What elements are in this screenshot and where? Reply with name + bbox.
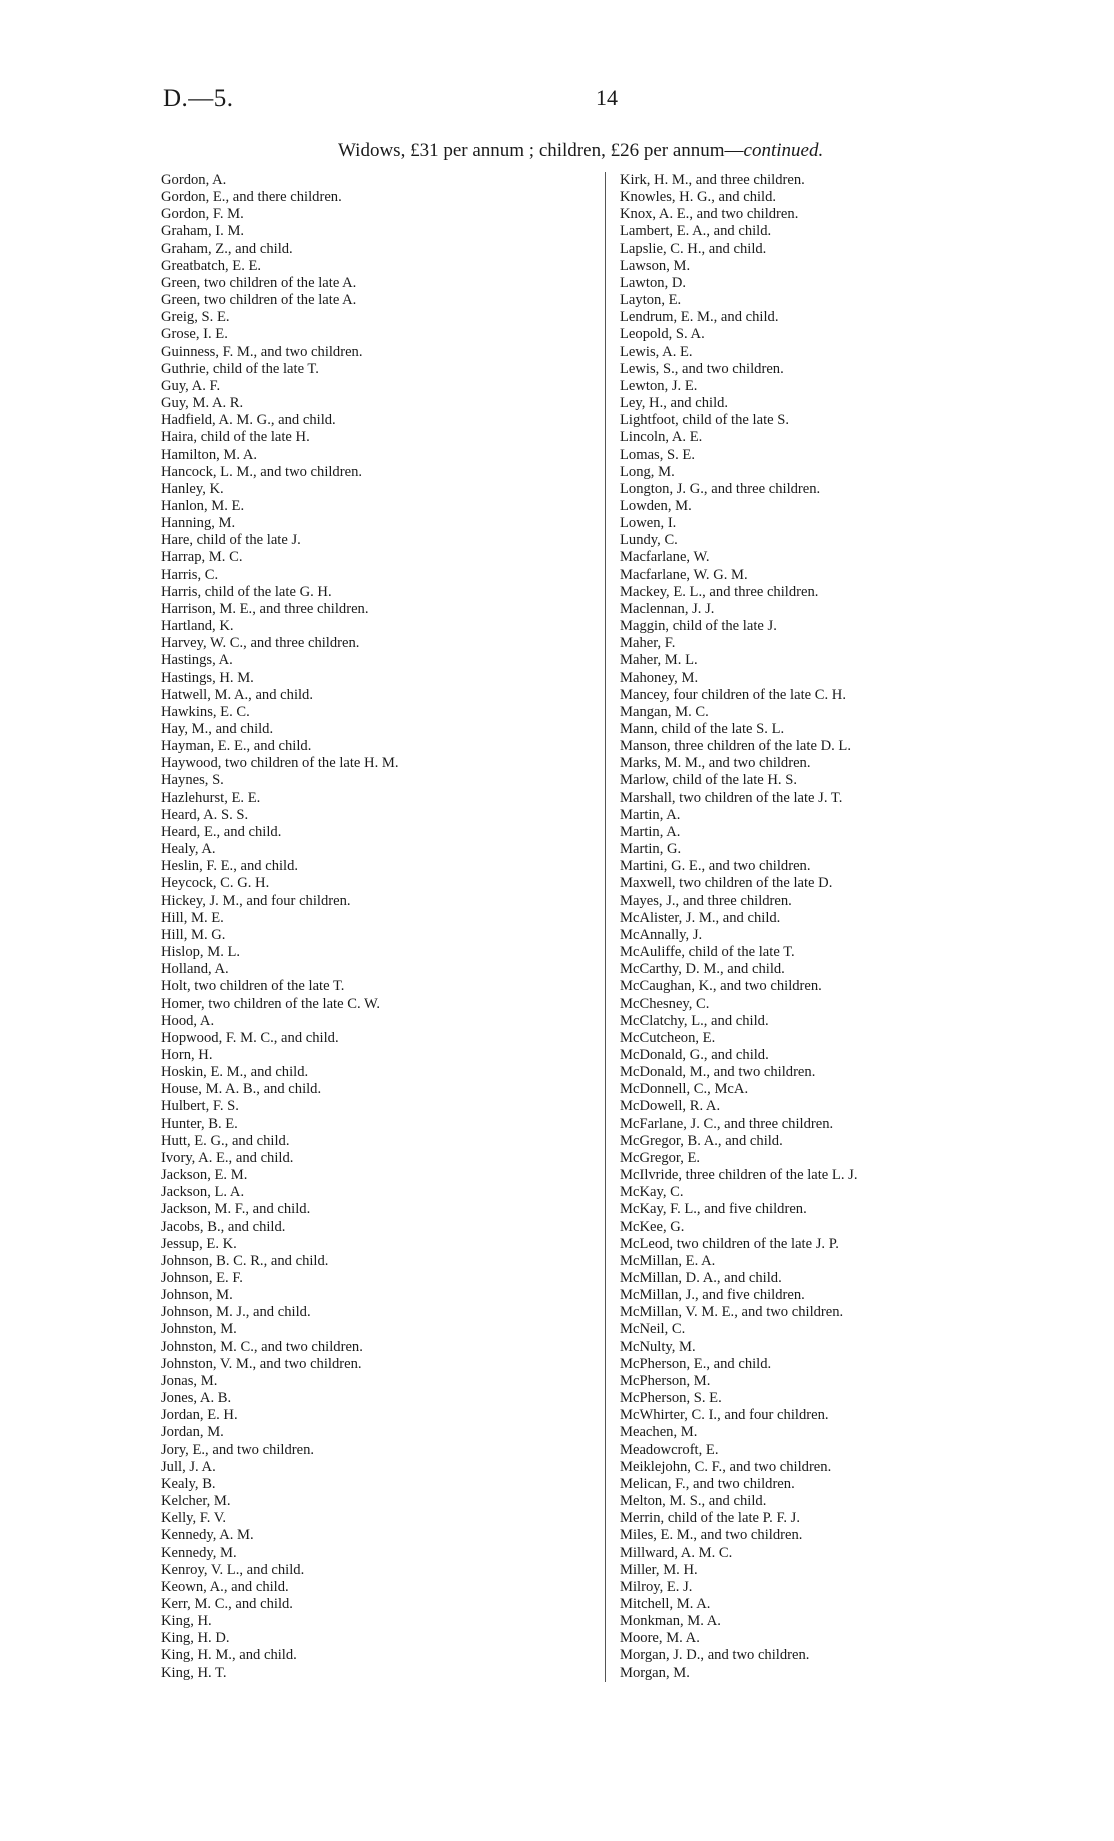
- list-item: Hamilton, M. A.: [161, 446, 258, 463]
- list-item: Hay, M., and child.: [161, 721, 274, 737]
- list-item: Hanning, M.: [161, 515, 236, 532]
- list-item: McDonald, M., and two children.: [620, 1064, 816, 1081]
- section-heading: [338, 140, 823, 162]
- list-item: Jonas, M.: [161, 1372, 218, 1389]
- list-item: McAuliffe, child of the late T.: [620, 944, 795, 961]
- doc-reference: D.—5.: [163, 85, 234, 112]
- list-item: McChesney, C.: [620, 995, 710, 1012]
- column-divider: [605, 172, 606, 1682]
- list-item: McCarthy, D. M., and child.: [620, 961, 785, 978]
- list-item: Lawson, M.: [620, 257, 691, 274]
- list-item: McCutcheon, E.: [620, 1029, 716, 1046]
- list-item: Hanley, K.: [161, 480, 224, 497]
- list-item: Hatwell, M. A., and child.: [161, 686, 313, 703]
- list-item: McKay, C.: [620, 1184, 684, 1201]
- right-column-list: [620, 172, 857, 1682]
- list-item: Moore, M. A.: [620, 1630, 700, 1647]
- list-item: McAnnally, J.: [620, 926, 703, 943]
- list-item: McDonnell, C., McA.: [620, 1081, 749, 1098]
- list-item: Meachen, M.: [620, 1424, 698, 1441]
- list-item: Green, two children of the late A.: [161, 292, 357, 309]
- list-item: McPherson, E., and child.: [620, 1355, 772, 1372]
- list-item: Knowles, H. G., and child.: [620, 189, 777, 206]
- list-item: McIlvride, three children of the late L. J.: [620, 1167, 858, 1184]
- list-item: Hopwood, F. M. C., and child.: [161, 1029, 339, 1046]
- list-item: McMillan, V. M. E., and two children.: [620, 1304, 844, 1321]
- list-item: Hood, A.: [161, 1012, 215, 1029]
- list-item: King, H.: [161, 1613, 212, 1630]
- list-item: Mackey, E. L., and three children.: [620, 583, 819, 600]
- list-item: Jordan, M.: [161, 1424, 224, 1441]
- list-item: Mitchell, M. A.: [620, 1595, 711, 1612]
- list-item: Hartland, K.: [161, 618, 234, 635]
- list-item: Jackson, E. M.: [161, 1167, 248, 1184]
- list-item: Heslin, F. E., and child.: [161, 858, 299, 875]
- list-item: Heard, A. S. S.: [161, 806, 249, 823]
- list-item: Heard, E., and child.: [161, 823, 282, 840]
- list-item: King, H. T.: [161, 1664, 227, 1681]
- list-item: King, H. M., and child.: [161, 1647, 297, 1664]
- list-item: McPherson, M.: [620, 1372, 711, 1389]
- list-item: Johnston, V. M., and two children.: [161, 1355, 362, 1372]
- list-item: Grose, I. E.: [161, 326, 228, 343]
- list-item: Hill, M. G.: [161, 926, 226, 943]
- list-item: Greatbatch, E. E.: [161, 257, 262, 274]
- list-item: Gordon, F. M.: [161, 206, 244, 223]
- list-item: McGregor, B. A., and child.: [620, 1132, 783, 1149]
- list-item: Knox, A. E., and two children.: [620, 206, 799, 223]
- list-item: Gordon, A.: [161, 172, 227, 188]
- list-item: Hickey, J. M., and four children.: [161, 892, 351, 909]
- list-item: Holt, two children of the late T.: [161, 978, 345, 995]
- list-item: Hastings, A.: [161, 652, 233, 669]
- list-item: Maher, M. L.: [620, 652, 698, 669]
- list-item: Manson, three children of the late D. L.: [620, 738, 851, 755]
- list-item: Mancey, four children of the late C. H.: [620, 686, 846, 703]
- list-item: Harvey, W. C., and three children.: [161, 635, 360, 652]
- list-item: Lewton, J. E.: [620, 377, 698, 394]
- list-item: House, M. A. B., and child.: [161, 1081, 322, 1098]
- list-item: Hill, M. E.: [161, 909, 224, 926]
- list-item: Jones, A. B.: [161, 1390, 232, 1407]
- page-number: 14: [596, 85, 618, 110]
- list-item: Graham, I. M.: [161, 223, 245, 240]
- list-item: Gordon, E., and there children.: [161, 189, 342, 206]
- list-item: Greig, S. E.: [161, 309, 230, 326]
- list-item: Guy, M. A. R.: [161, 395, 244, 412]
- list-item: Ley, H., and child.: [620, 395, 729, 412]
- list-item: Jory, E., and two children.: [161, 1441, 315, 1458]
- list-item: Haywood, two children of the late H. M.: [161, 755, 399, 772]
- list-item: Mangan, M. C.: [620, 703, 709, 720]
- list-item: Guinness, F. M., and two children.: [161, 343, 363, 360]
- list-item: Lambert, E. A., and child.: [620, 223, 772, 240]
- list-item: Lincoln, A. E.: [620, 429, 703, 446]
- list-item: Morgan, J. D., and two children.: [620, 1647, 810, 1664]
- list-item: Heycock, C. G. H.: [161, 875, 270, 892]
- list-item: Miller, M. H.: [620, 1561, 698, 1578]
- list-item: Jull, J. A.: [161, 1458, 216, 1475]
- list-item: King, H. D.: [161, 1630, 230, 1647]
- list-item: Guy, A. F.: [161, 377, 221, 394]
- list-item: McNeil, C.: [620, 1321, 686, 1338]
- list-item: Macfarlane, W. G. M.: [620, 566, 748, 583]
- list-item: Jessup, E. K.: [161, 1235, 237, 1252]
- list-item: Macfarlane, W.: [620, 549, 710, 566]
- list-item: Meadowcroft, E.: [620, 1441, 719, 1458]
- list-item: Green, two children of the late A.: [161, 274, 357, 291]
- list-item: Mayes, J., and three children.: [620, 892, 792, 909]
- list-item: Lewis, A. E.: [620, 343, 693, 360]
- list-item: Guthrie, child of the late T.: [161, 360, 319, 377]
- list-item: Hislop, M. L.: [161, 944, 241, 961]
- list-item: Harrap, M. C.: [161, 549, 243, 566]
- list-item: Monkman, M. A.: [620, 1613, 721, 1630]
- list-item: Maxwell, two children of the late D.: [620, 875, 833, 892]
- list-item: Martin, A.: [620, 823, 681, 840]
- left-column-list: [161, 172, 399, 1682]
- list-item: Johnson, B. C. R., and child.: [161, 1252, 329, 1269]
- list-item: Mann, child of the late S. L.: [620, 721, 785, 737]
- list-item: McLeod, two children of the late J. P.: [620, 1235, 839, 1252]
- list-item: Hanlon, M. E.: [161, 497, 245, 514]
- list-item: Hulbert, F. S.: [161, 1098, 239, 1115]
- section-heading-continued: continued.: [743, 140, 824, 161]
- list-item: McFarlane, J. C., and three children.: [620, 1115, 834, 1132]
- list-item: Maher, F.: [620, 635, 676, 652]
- list-item: Johnson, E. F.: [161, 1270, 243, 1286]
- list-item: Lapslie, C. H., and child.: [620, 240, 767, 257]
- list-item: Kelcher, M.: [161, 1493, 231, 1510]
- list-item: McPherson, S. E.: [620, 1390, 722, 1407]
- list-item: Miles, E. M., and two children.: [620, 1527, 803, 1544]
- list-item: Harris, C.: [161, 566, 219, 583]
- list-item: Hawkins, E. C.: [161, 703, 250, 720]
- list-item: Hancock, L. M., and two children.: [161, 463, 363, 480]
- list-item: McWhirter, C. I., and four children.: [620, 1407, 829, 1424]
- list-item: Hazlehurst, E. E.: [161, 789, 261, 806]
- list-item: Hadfield, A. M. G., and child.: [161, 412, 336, 429]
- list-item: Johnson, M. J., and child.: [161, 1304, 311, 1321]
- list-item: Longton, J. G., and three children.: [620, 480, 821, 497]
- list-item: McMillan, E. A.: [620, 1252, 716, 1269]
- list-item: Harrison, M. E., and three children.: [161, 600, 369, 617]
- list-item: Lendrum, E. M., and child.: [620, 309, 779, 326]
- list-item: McNulty, M.: [620, 1338, 696, 1355]
- list-item: Haira, child of the late H.: [161, 429, 310, 446]
- list-item: McKay, F. L., and five children.: [620, 1201, 807, 1218]
- list-item: Lowden, M.: [620, 497, 692, 514]
- list-item: Melican, F., and two children.: [620, 1475, 795, 1492]
- list-item: Mahoney, M.: [620, 669, 699, 686]
- list-item: Ivory, A. E., and child.: [161, 1149, 294, 1166]
- list-item: Graham, Z., and child.: [161, 240, 293, 257]
- list-item: McAlister, J. M., and child.: [620, 909, 781, 926]
- list-item: Marks, M. M., and two children.: [620, 755, 811, 772]
- list-item: Lundy, C.: [620, 532, 678, 549]
- list-item: Keown, A., and child.: [161, 1578, 289, 1595]
- list-item: McClatchy, L., and child.: [620, 1012, 769, 1029]
- list-item: Jackson, M. F., and child.: [161, 1201, 311, 1218]
- list-item: Hunter, B. E.: [161, 1115, 238, 1132]
- list-item: McDowell, R. A.: [620, 1098, 721, 1115]
- section-heading-main: Widows, £31 per annum ; children, £26 per annum—: [338, 140, 744, 161]
- list-item: Jackson, L. A.: [161, 1184, 245, 1201]
- list-item: Meiklejohn, C. F., and two children.: [620, 1458, 832, 1475]
- list-item: McGregor, E.: [620, 1149, 701, 1166]
- list-item: Hare, child of the late J.: [161, 532, 301, 549]
- list-item: Merrin, child of the late P. F. J.: [620, 1510, 801, 1527]
- list-item: Maclennan, J. J.: [620, 600, 715, 617]
- list-item: Martin, A.: [620, 806, 681, 823]
- list-item: Hoskin, E. M., and child.: [161, 1064, 309, 1081]
- list-item: Kerr, M. C., and child.: [161, 1595, 293, 1612]
- list-item: McMillan, J., and five children.: [620, 1287, 805, 1304]
- list-item: Lawton, D.: [620, 274, 687, 291]
- list-item: Morgan, M.: [620, 1664, 690, 1681]
- list-item: Johnston, M.: [161, 1321, 237, 1338]
- list-item: Lewis, S., and two children.: [620, 360, 784, 377]
- list-item: Healy, A.: [161, 841, 216, 858]
- list-item: Maggin, child of the late J.: [620, 618, 777, 635]
- list-item: Martin, G.: [620, 841, 682, 858]
- list-item: Marlow, child of the late H. S.: [620, 772, 797, 789]
- list-item: Kenroy, V. L., and child.: [161, 1561, 305, 1578]
- list-item: Kirk, H. M., and three children.: [620, 172, 805, 188]
- list-item: Jordan, E. H.: [161, 1407, 238, 1424]
- list-item: Milroy, E. J.: [620, 1578, 693, 1595]
- list-item: Kennedy, A. M.: [161, 1527, 254, 1544]
- list-item: Harris, child of the late G. H.: [161, 583, 332, 600]
- list-item: Kennedy, M.: [161, 1544, 237, 1561]
- list-item: Melton, M. S., and child.: [620, 1493, 767, 1510]
- list-item: Jacobs, B., and child.: [161, 1218, 286, 1235]
- list-item: Millward, A. M. C.: [620, 1544, 733, 1561]
- list-item: Homer, two children of the late C. W.: [161, 995, 381, 1012]
- list-item: Layton, E.: [620, 292, 682, 309]
- list-item: Horn, H.: [161, 1046, 213, 1063]
- list-item: Lomas, S. E.: [620, 446, 695, 463]
- list-item: Kelly, F. V.: [161, 1510, 227, 1527]
- list-item: McMillan, D. A., and child.: [620, 1270, 782, 1286]
- list-item: Lowen, I.: [620, 515, 677, 532]
- list-item: Leopold, S. A.: [620, 326, 705, 343]
- list-item: McDonald, G., and child.: [620, 1046, 769, 1063]
- list-item: Hastings, H. M.: [161, 669, 254, 686]
- list-item: Marshall, two children of the late J. T.: [620, 789, 843, 806]
- list-item: Haynes, S.: [161, 772, 224, 789]
- list-item: McCaughan, K., and two children.: [620, 978, 822, 995]
- list-item: McKee, G.: [620, 1218, 685, 1235]
- list-item: Johnston, M. C., and two children.: [161, 1338, 363, 1355]
- list-item: Hutt, E. G., and child.: [161, 1132, 290, 1149]
- list-item: Hayman, E. E., and child.: [161, 738, 312, 755]
- list-item: Lightfoot, child of the late S.: [620, 412, 790, 429]
- list-item: Johnson, M.: [161, 1287, 233, 1304]
- list-item: Martini, G. E., and two children.: [620, 858, 811, 875]
- list-item: Kealy, B.: [161, 1475, 216, 1492]
- list-item: Long, M.: [620, 463, 675, 480]
- list-item: Holland, A.: [161, 961, 229, 978]
